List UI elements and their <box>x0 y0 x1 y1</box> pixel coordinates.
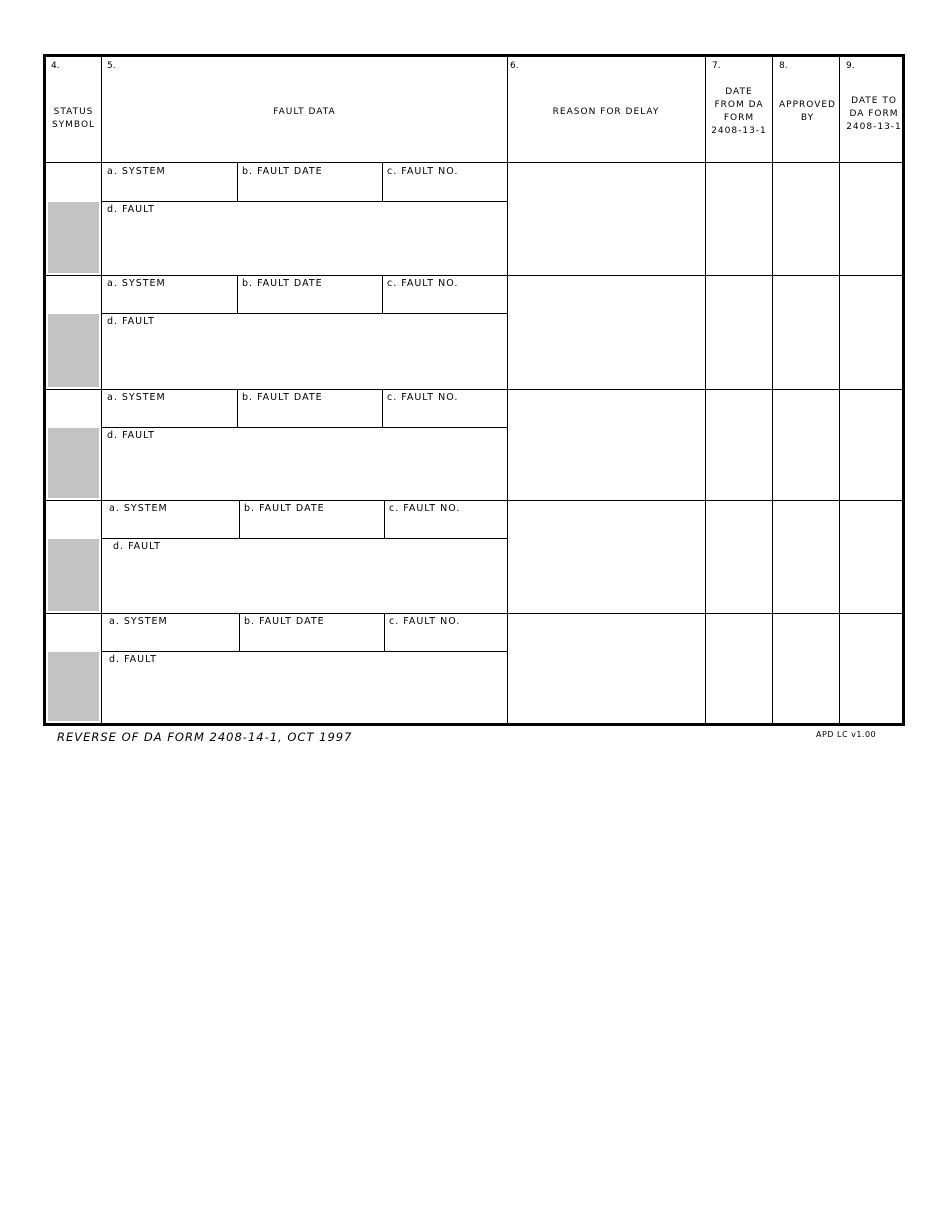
approved-by-input[interactable] <box>775 617 837 719</box>
fault-date-input[interactable] <box>241 179 378 199</box>
divider-fault <box>507 57 508 723</box>
system-label: a. SYSTEM <box>109 503 168 514</box>
fault-date-input[interactable] <box>241 291 378 311</box>
fault-description-input[interactable] <box>108 329 503 387</box>
fault-subrow-rule <box>102 538 507 539</box>
fault-date-input[interactable] <box>243 629 380 649</box>
fault-date-input[interactable] <box>243 516 380 536</box>
fault-no-input[interactable] <box>386 405 504 425</box>
date-number-divider <box>382 163 383 201</box>
fault-description-input[interactable] <box>108 443 503 498</box>
col-6-number: 6. <box>510 61 519 71</box>
date-from-input[interactable] <box>708 393 770 496</box>
fault-no-label: c. FAULT NO. <box>387 278 459 289</box>
date-from-header: DATE FROM DA FORM 2408-13-1 <box>711 87 767 136</box>
date-to-input[interactable] <box>842 167 900 271</box>
row-separator <box>46 389 902 390</box>
fault-subrow-rule <box>102 313 507 314</box>
system-date-divider <box>237 163 238 201</box>
col-9-number: 9. <box>846 61 855 71</box>
reason-for-delay-input[interactable] <box>511 279 701 385</box>
approved-by-input[interactable] <box>775 504 837 609</box>
reason-for-delay-input[interactable] <box>511 167 701 271</box>
header-rule <box>46 162 902 163</box>
fault-subrow-rule <box>102 651 507 652</box>
divider-status <box>101 57 102 723</box>
date-from-input[interactable] <box>708 167 770 271</box>
system-input[interactable] <box>108 629 235 649</box>
reason-for-delay-header: REASON FOR DELAY <box>552 107 660 117</box>
fault-label: d. FAULT <box>107 204 155 215</box>
row-separator <box>46 500 902 501</box>
date-number-divider <box>384 613 385 651</box>
fault-data-table <box>43 54 905 726</box>
col-4-number: 4. <box>51 61 60 71</box>
divider-approved <box>839 57 840 723</box>
fault-date-input[interactable] <box>241 405 378 425</box>
fault-date-label: b. FAULT DATE <box>244 616 325 627</box>
divider-date-from <box>772 57 773 723</box>
form-identifier: REVERSE OF DA FORM 2408-14-1, OCT 1997 <box>57 730 353 744</box>
system-date-divider <box>237 389 238 427</box>
system-input[interactable] <box>108 291 233 311</box>
status-symbol-box[interactable] <box>48 539 99 611</box>
reason-for-delay-input[interactable] <box>511 393 701 496</box>
fault-date-label: b. FAULT DATE <box>242 392 323 403</box>
col-7-number: 7. <box>712 61 721 71</box>
system-label: a. SYSTEM <box>107 278 166 289</box>
fault-no-label: c. FAULT NO. <box>389 503 461 514</box>
fault-label: d. FAULT <box>113 541 161 552</box>
fault-description-input[interactable] <box>108 667 503 721</box>
fault-label: d. FAULT <box>107 316 155 327</box>
fault-no-input[interactable] <box>388 516 506 536</box>
system-date-divider <box>239 500 240 538</box>
date-to-input[interactable] <box>842 393 900 496</box>
fault-no-label: c. FAULT NO. <box>387 392 459 403</box>
fault-date-label: b. FAULT DATE <box>244 503 325 514</box>
status-symbol-box[interactable] <box>48 652 99 721</box>
system-label: a. SYSTEM <box>107 392 166 403</box>
fault-description-input[interactable] <box>108 554 503 611</box>
fault-no-input[interactable] <box>388 629 506 649</box>
fault-label: d. FAULT <box>107 430 155 441</box>
system-input[interactable] <box>108 405 233 425</box>
status-symbol-header: STATUS SYMBOL <box>51 107 96 130</box>
divider-reason <box>705 57 706 723</box>
col-8-number: 8. <box>779 61 788 71</box>
date-number-divider <box>382 389 383 427</box>
date-from-input[interactable] <box>708 617 770 719</box>
date-to-input[interactable] <box>842 279 900 385</box>
fault-date-label: b. FAULT DATE <box>242 278 323 289</box>
status-symbol-box[interactable] <box>48 428 99 498</box>
date-from-input[interactable] <box>708 504 770 609</box>
system-label: a. SYSTEM <box>109 616 168 627</box>
date-to-input[interactable] <box>842 617 900 719</box>
date-to-input[interactable] <box>842 504 900 609</box>
fault-data-header: FAULT DATA <box>273 107 336 117</box>
reason-for-delay-input[interactable] <box>511 617 701 719</box>
system-input[interactable] <box>108 179 233 199</box>
row-separator <box>46 613 902 614</box>
approved-by-input[interactable] <box>775 167 837 271</box>
approved-by-input[interactable] <box>775 393 837 496</box>
system-date-divider <box>237 275 238 313</box>
date-number-divider <box>384 500 385 538</box>
status-symbol-box[interactable] <box>48 202 99 273</box>
date-to-header: DATE TO DA FORM 2408-13-1 <box>846 96 902 132</box>
fault-date-label: b. FAULT DATE <box>242 166 323 177</box>
fault-no-label: c. FAULT NO. <box>389 616 461 627</box>
system-input[interactable] <box>108 516 235 536</box>
approved-by-input[interactable] <box>775 279 837 385</box>
fault-subrow-rule <box>102 427 507 428</box>
date-from-input[interactable] <box>708 279 770 385</box>
fault-subrow-rule <box>102 201 507 202</box>
fault-description-input[interactable] <box>108 217 503 273</box>
date-number-divider <box>382 275 383 313</box>
row-separator <box>46 275 902 276</box>
fault-label: d. FAULT <box>109 654 157 665</box>
fault-no-input[interactable] <box>386 291 504 311</box>
system-label: a. SYSTEM <box>107 166 166 177</box>
system-date-divider <box>239 613 240 651</box>
col-5-number: 5. <box>107 61 116 71</box>
fault-no-label: c. FAULT NO. <box>387 166 459 177</box>
fault-no-input[interactable] <box>386 179 504 199</box>
version-label: APD LC v1.00 <box>816 730 877 739</box>
approved-by-header: APPROVED BY <box>779 100 836 123</box>
status-symbol-box[interactable] <box>48 314 99 387</box>
reason-for-delay-input[interactable] <box>511 504 701 609</box>
